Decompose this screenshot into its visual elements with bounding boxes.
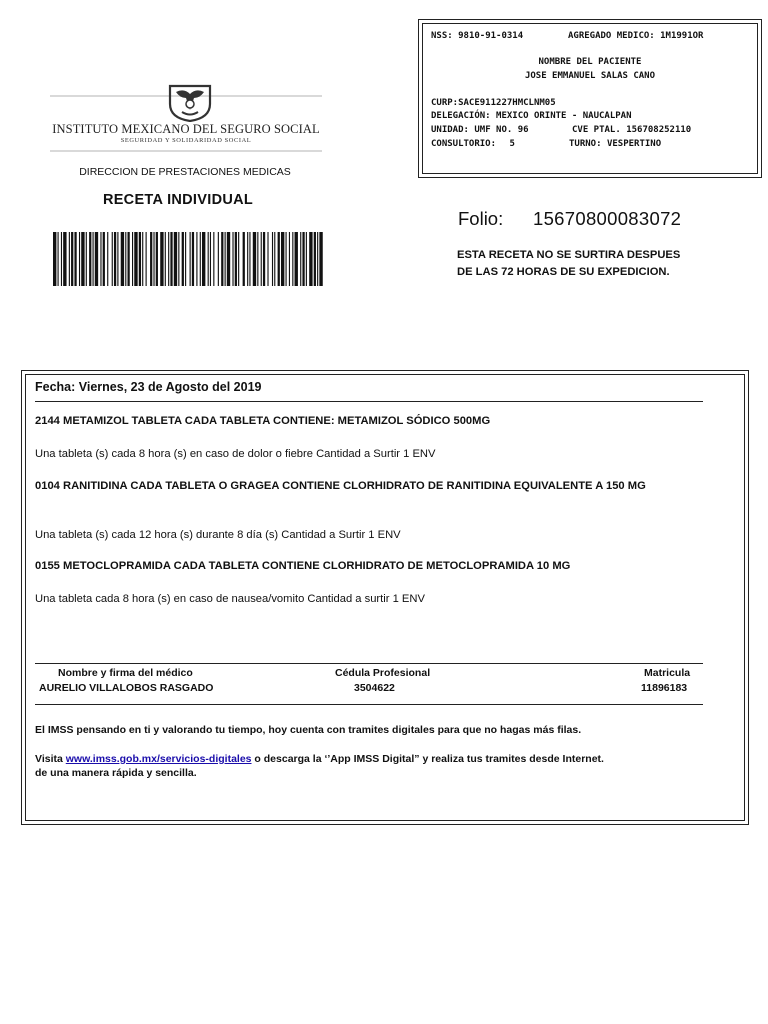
barcode-bar — [253, 232, 256, 286]
barcode-bar — [127, 232, 129, 286]
barcode-bar — [257, 232, 258, 286]
delegacion-value: MEXICO ORINTE - NAUCALPAN — [496, 111, 632, 121]
barcode-bar — [170, 232, 172, 286]
delegacion-label: DELEGACIÓN: — [431, 111, 491, 121]
institution-name: INSTITUTO MEXICANO DEL SEGURO SOCIAL — [52, 122, 320, 136]
barcode-bar — [134, 232, 137, 286]
barcode-bar — [53, 232, 56, 286]
barcode-bar — [69, 232, 70, 286]
barcode-bar — [232, 232, 233, 286]
cedula-value: 3504622 — [354, 682, 395, 694]
barcode-bar — [93, 232, 94, 286]
validity-notice-line2: DE LAS 72 HORAS DE SU EXPEDICION. — [457, 266, 670, 278]
barcode-bar — [272, 232, 273, 286]
visit-closing: de una manera rápida y sencilla. — [35, 766, 197, 779]
barcode-bar — [125, 232, 126, 286]
validity-notice-line1: ESTA RECETA NO SE SURTIRA DESPUES — [457, 249, 681, 261]
barcode-bar — [267, 232, 268, 286]
barcode — [53, 232, 325, 286]
barcode-bar — [200, 232, 201, 286]
visit-paragraph — [35, 753, 655, 780]
cve-field — [572, 125, 691, 135]
barcode-bar — [139, 232, 141, 286]
barcode-bar — [117, 232, 118, 286]
barcode-bar — [103, 232, 105, 286]
barcode-bar — [314, 232, 316, 286]
document-title: RECETA INDIVIDUAL — [102, 192, 254, 208]
turno-label: TURNO: — [569, 139, 602, 149]
folio-number: 15670800083072 — [533, 208, 682, 229]
turno-field — [569, 139, 661, 149]
barcode-bar — [295, 232, 298, 286]
barcode-bar — [213, 232, 214, 286]
unidad-field — [431, 125, 529, 135]
doctor-name: AURELIO VILLALOBOS RASGADO — [39, 682, 214, 694]
barcode-bar — [121, 232, 124, 286]
visit-suffix: o descarga la ‘’App IMSS Digital” y realiza tus tramites desde Internet. — [251, 753, 604, 765]
medication-2-title: 0104 RANITIDINA CADA TABLETA O GRAGEA CONTIENE CLORHIDRATO DE RANITIDINA EQUIVALENTE A 150 MG — [35, 480, 646, 492]
matricula-value: 11896183 — [641, 682, 688, 694]
visit-prefix: Visita — [35, 753, 66, 765]
barcode-bar — [142, 232, 143, 286]
barcode-bar — [225, 232, 226, 286]
barcode-bar — [278, 232, 280, 286]
barcode-bar — [192, 232, 194, 286]
agregado-value: 1M1991OR — [660, 31, 704, 41]
barcode-bar — [317, 232, 318, 286]
barcode-bar — [156, 232, 158, 286]
barcode-bar — [86, 232, 87, 286]
consultorio-field — [431, 139, 515, 149]
consultorio-value: 5 — [509, 139, 515, 149]
agregado-field — [568, 31, 703, 41]
logo-bottom-rule — [50, 150, 322, 152]
cve-value: 156708252110 — [626, 125, 692, 135]
delegacion-field — [431, 111, 632, 121]
barcode-bar — [190, 232, 191, 286]
nss-field — [431, 31, 523, 41]
barcode-bar — [89, 232, 91, 286]
curp-field — [431, 98, 556, 108]
barcode-bar — [74, 232, 76, 286]
barcode-bar — [114, 232, 116, 286]
barcode-bar — [112, 232, 113, 286]
servicios-digitales-link[interactable]: www.imss.gob.mx/servicios-digitales — [65, 753, 252, 765]
barcode-bar — [132, 232, 133, 286]
consultorio-label: CONSULTORIO: — [431, 139, 497, 149]
folio-label: Folio: — [458, 208, 504, 229]
medication-2-instructions: Una tableta (s) cada 12 hora (s) durante 8 día (s) Cantidad a Surtir 1 ENV — [35, 529, 401, 541]
barcode-bar — [153, 232, 154, 286]
barcode-bar — [221, 232, 223, 286]
unidad-value: UMF NO. 96 — [474, 125, 529, 135]
barcode-bar — [263, 232, 265, 286]
curp-label: CURP: — [431, 98, 459, 108]
barcode-bar — [182, 232, 184, 286]
curp-value: SACE911227HMCLNM05 — [458, 98, 556, 108]
signature-top-rule — [35, 663, 703, 664]
barcode-bar — [249, 232, 250, 286]
barcode-bar — [227, 232, 230, 286]
barcode-bar — [81, 232, 84, 286]
barcode-bar — [174, 232, 177, 286]
barcode-bar — [58, 232, 59, 286]
cedula-label: Cédula Profesional — [335, 667, 431, 679]
barcode-bar — [100, 232, 101, 286]
barcode-bar — [235, 232, 237, 286]
medication-1-instructions: Una tableta (s) cada 8 hora (s) en caso de dolor o fiebre Cantidad a Surtir 1 ENV — [35, 448, 436, 460]
barcode-bar — [261, 232, 262, 286]
barcode-bar — [243, 232, 245, 286]
barcode-bar — [63, 232, 66, 286]
barcode-bar — [61, 232, 62, 286]
medication-1-title: 2144 METAMIZOL TABLETA CADA TABLETA CONTIENE: METAMIZOL SÓDICO 500MG — [35, 415, 491, 427]
patient-name: JOSE EMMANUEL SALAS CANO — [524, 71, 656, 81]
barcode-bar — [146, 232, 147, 286]
barcode-bar — [196, 232, 197, 286]
imss-eagle-emblem-icon — [166, 84, 214, 122]
barcode-bar — [165, 232, 166, 286]
direccion-heading: DIRECCION DE PRESTACIONES MEDICAS — [79, 166, 291, 178]
barcode-bar — [71, 232, 73, 286]
barcode-bar — [218, 232, 219, 286]
barcode-bar — [168, 232, 169, 286]
cve-label: CVE PTAL. — [572, 125, 621, 135]
signature-bottom-rule — [35, 704, 703, 705]
barcode-bar — [300, 232, 301, 286]
nss-label: NSS: — [431, 31, 453, 41]
date-divider — [35, 401, 703, 402]
barcode-bar — [210, 232, 211, 286]
barcode-bar — [79, 232, 80, 286]
barcode-bar — [208, 232, 209, 286]
barcode-bar — [286, 232, 287, 286]
medication-3-title: 0155 METOCLOPRAMIDA CADA TABLETA CONTIENE CLORHIDRATO DE METOCLOPRAMIDA 10 MG — [35, 560, 571, 572]
barcode-bar — [306, 232, 307, 286]
barcode-bar — [238, 232, 239, 286]
institution-subtitle: SEGURIDAD Y SOLIDARIDAD SOCIAL — [120, 137, 252, 144]
barcode-bar — [302, 232, 304, 286]
patient-name-heading: NOMBRE DEL PACIENTE — [538, 57, 642, 67]
barcode-bar — [178, 232, 179, 286]
medication-3-instructions: Una tableta cada 8 hora (s) en caso de nausea/vomito Cantidad a surtir 1 ENV — [35, 593, 425, 605]
unidad-label: UNIDAD: — [431, 125, 469, 135]
imss-digital-message: El IMSS pensando en ti y valorando tu tiempo, hoy cuenta con tramites digitales para que no hagas más filas. — [35, 724, 582, 736]
barcode-bar — [95, 232, 98, 286]
barcode-bar — [160, 232, 163, 286]
turno-value: VESPERTINO — [606, 139, 662, 149]
doctor-name-label: Nombre y firma del médico — [58, 667, 193, 679]
barcode-bar — [150, 232, 152, 286]
barcode-bar — [247, 232, 248, 286]
barcode-bar — [319, 232, 322, 286]
barcode-bar — [274, 232, 275, 286]
nss-value: 9810-91-0314 — [458, 31, 524, 41]
barcode-bar — [185, 232, 186, 286]
barcode-bar — [281, 232, 284, 286]
barcode-bar — [292, 232, 293, 286]
barcode-bar — [202, 232, 205, 286]
barcode-bar — [107, 232, 108, 286]
barcode-bar — [309, 232, 312, 286]
agregado-label: AGREGADO MEDICO: — [568, 31, 655, 41]
barcode-bar — [289, 232, 290, 286]
prescription-date: Fecha: Viernes, 23 de Agosto del 2019 — [35, 380, 262, 394]
matricula-label: Matricula — [644, 667, 691, 679]
